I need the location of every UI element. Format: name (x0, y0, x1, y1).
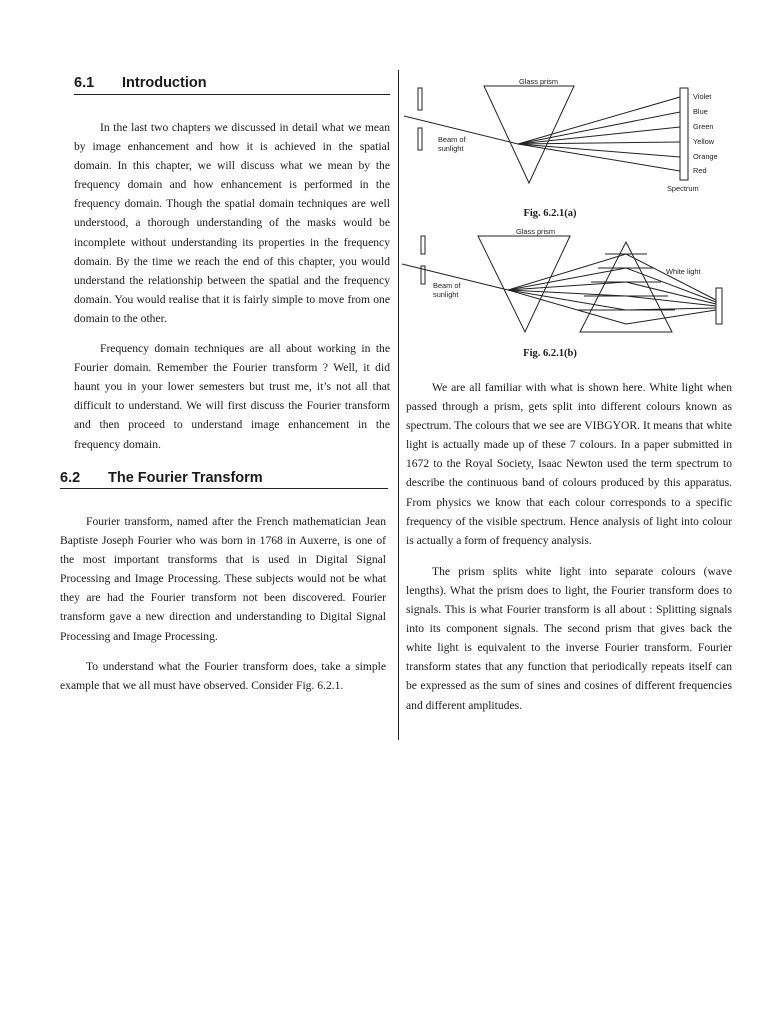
slit (418, 128, 422, 150)
beam-label: sunlight (438, 144, 464, 153)
beam-label: Beam of (438, 135, 466, 144)
prism-recombination-diagram (400, 224, 740, 344)
fourier-text (60, 512, 386, 695)
paragraph: We are all familiar with what is shown here. White light when passed through a prism, gets split into different colours known as spectrum. The colours that we see are VIBGYOR. It means that white light is actually made up of these 7 colours. In a paper submitted in 1672 to the Royal Society, Isaac Newton used the term spectrum to describe the continuous band of colours produced by this apparatus. From physics we know that each colour corresponds to a specific frequency of the visible spectrum. Hence analysis of light into colour is actually a form of frequency analysis. (406, 381, 732, 547)
heading-rule (74, 94, 390, 95)
prism-dispersion-diagram (400, 70, 740, 205)
colour-label: Red (693, 166, 707, 175)
section-heading-introduction (74, 75, 390, 91)
beam-label: Beam of (433, 281, 461, 290)
heading-rule (60, 488, 388, 489)
paragraph: The prism splits white light into separate colours (wave lengths). What the prism does to light, the Fourier transform does to signals. This is what Fourier transform is all about : Splitting signals into its component signals. The second prism that gives back the white light is equivalent to the inverse Fourier transform. Fourier transform states that any function that periodically repeats itself can be expressed as the sum of sines and cosines of different frequencies and different amplitudes. (406, 564, 732, 712)
colour-label: Orange (693, 152, 718, 161)
slit (418, 88, 422, 110)
paragraph: Frequency domain techniques are all about working in the Fourier domain. Remember the Fourier transform ? Well, it did haunt you in your lower semesters but trust me, it’s not all that difficult to understand. We will first discuss the Fourier transform and then proceed to understand image enhancement in the frequency domain. (74, 342, 390, 451)
screen (716, 288, 722, 324)
glass-prism-shape (478, 236, 570, 332)
slit (421, 236, 425, 254)
colour-label: Blue (693, 107, 708, 116)
colour-label: Green (693, 122, 714, 131)
introduction-text (74, 118, 390, 454)
section-number: 6.2 (60, 470, 81, 486)
spectrum-screen (680, 88, 688, 180)
column-divider-top (398, 70, 399, 458)
glass-prism-shape (484, 86, 574, 183)
right-column-text (406, 378, 732, 715)
section-heading-fourier-transform (60, 470, 390, 486)
colour-label: Violet (693, 92, 712, 101)
figure-caption-b: Fig. 6.2.1(b) (523, 348, 577, 359)
section-title: Introduction (122, 75, 207, 91)
section-number: 6.1 (74, 75, 95, 91)
paragraph: To understand what the Fourier transform does, take a simple example that we all must have observed. Consider Fig. 6.2.1. (60, 659, 386, 692)
paragraph: In the last two chapters we discussed in detail what we mean by image enhancement and how it is achieved in the spatial domain. In this chapter, we will discuss what we mean by the frequency domain and how enhancement is performed in the frequency domain. Though the spatial domain techniques are well understood, a thorough understanding of the masks would be incomplete without understanding its properties in the frequency domain. By the time we reach the end of this chapter, you would understand the relationship between the spatial and the frequency domain. You would realise that it is fairly simple to move from one domain to the other. (74, 121, 390, 325)
spectrum-label: Spectrum (667, 184, 699, 193)
prism-label: Glass prism (519, 77, 559, 86)
column-divider-bottom (398, 458, 399, 740)
colour-label: Yellow (693, 137, 715, 146)
paragraph: Fourier transform, named after the French mathematician Jean Baptiste Joseph Fourier who was born in 1768 in Auxerre, is one of the most important transforms that is used in Digital Signal Processing and Image Processing. These subjects would not be what they are had the Fourier transform not been discovered. Fourier transform gave a new direction and understanding to Digital Signal Processing and Image Processing. (60, 515, 386, 643)
section-title: The Fourier Transform (108, 470, 263, 486)
figure-caption-a: Fig. 6.2.1(a) (523, 208, 577, 219)
white-light-label: White light (666, 267, 701, 276)
beam-label: sunlight (433, 290, 459, 299)
prism-label: Glass prism (516, 227, 556, 236)
